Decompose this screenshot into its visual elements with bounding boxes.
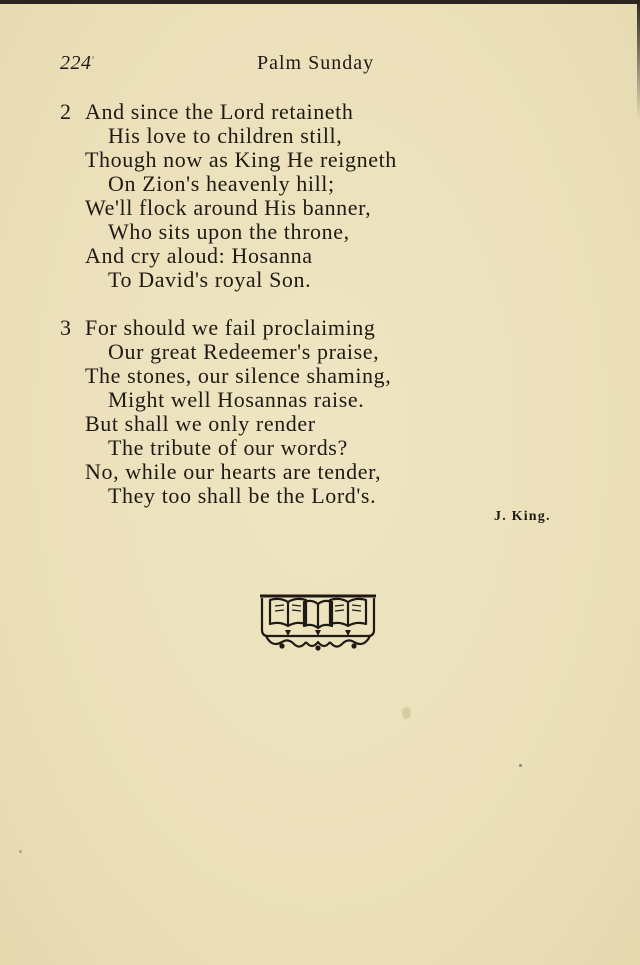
paper-speck xyxy=(19,850,22,853)
verse-line xyxy=(60,460,480,484)
stanza-number: 3 xyxy=(60,315,72,340)
verse-line xyxy=(60,172,480,196)
page-top-edge xyxy=(0,0,640,4)
verse-line-text: The tribute of our words? xyxy=(108,435,348,460)
verse-line-text: On Zion's heavenly hill; xyxy=(108,171,335,196)
author-attribution: J. King. xyxy=(494,509,551,524)
stanza-number: 2 xyxy=(60,99,72,124)
verse-line xyxy=(60,268,480,292)
verse-line-text: No, while our hearts are tender, xyxy=(85,459,382,484)
verse-line-text: And cry aloud: Hosanna xyxy=(85,243,313,268)
verse-line xyxy=(60,244,480,268)
page-header xyxy=(60,52,450,78)
page-number: 224 xyxy=(60,52,92,74)
verse-line xyxy=(60,316,480,340)
verse-line-text: Might well Hosannas raise. xyxy=(108,387,365,412)
verse-line xyxy=(60,364,480,388)
verse-line-text: Though now as King He reigneth xyxy=(85,147,397,172)
verse-line xyxy=(60,340,480,364)
verse-line xyxy=(60,484,480,508)
stanza-3 xyxy=(60,316,480,508)
verse-line-text: His love to children still, xyxy=(108,123,343,148)
verse-line-text: Our great Redeemer's praise, xyxy=(108,339,380,364)
paper-speck xyxy=(402,707,411,719)
verse-line xyxy=(60,124,480,148)
verse-line-text: The stones, our silence shaming, xyxy=(85,363,392,388)
paper-speck xyxy=(92,56,94,59)
verse-line xyxy=(60,148,480,172)
open-books-tailpiece-icon xyxy=(258,590,378,656)
verse-line xyxy=(60,196,480,220)
verse-line xyxy=(60,220,480,244)
verse-line-text: For should we fail proclaiming xyxy=(85,315,376,340)
verse-line-text: To David's royal Son. xyxy=(108,267,312,292)
verse-line-text: But shall we only render xyxy=(85,411,316,436)
verse-line xyxy=(60,100,480,124)
stanza-2 xyxy=(60,100,480,292)
paper-speck xyxy=(519,764,522,767)
verse-line-text: And since the Lord retaineth xyxy=(85,99,354,124)
verse-line xyxy=(60,412,480,436)
verse-line-text: Who sits upon the throne, xyxy=(108,219,350,244)
verse-line xyxy=(60,388,480,412)
verse-line-text: They too shall be the Lord's. xyxy=(108,483,377,508)
verse-line xyxy=(60,436,480,460)
running-title: Palm Sunday xyxy=(257,52,375,74)
verse-line-text: We'll flock around His banner, xyxy=(85,195,372,220)
